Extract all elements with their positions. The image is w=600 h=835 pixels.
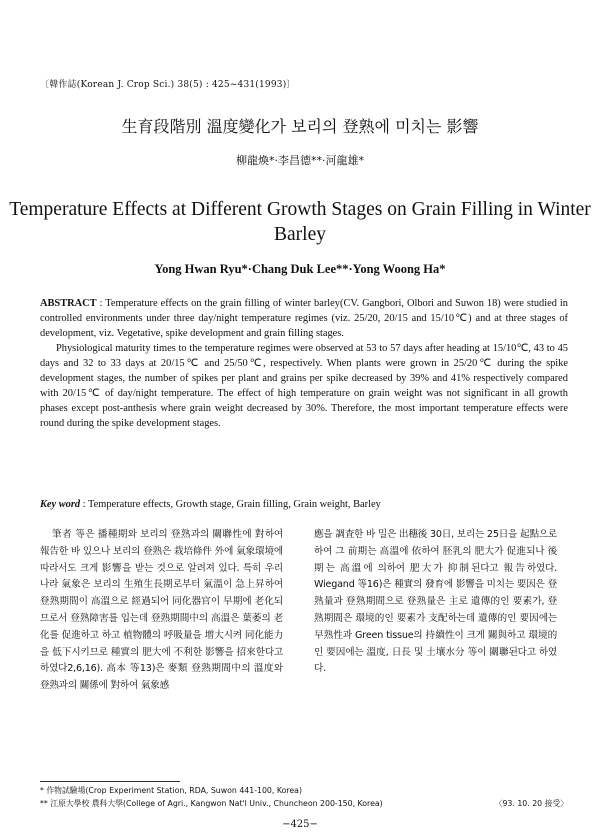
abstract-text-1: : Temperature effects on the grain filling of winter barley(CV. Gangbori, Olbori and Suwon 18) were studied in controlled environments under three day/night temperature regimes (viz. 25/20, 20/15 and 15/10℃) and at three stages of development, viz. Vegetative, spike development and grain filling stages.	[40, 298, 568, 339]
body-left-column: 筆者 等은 播種期와 보리의 登熟과의 關聯性에 對하여 報告한 바 있으나 보리의 登熟은 栽培條件 外에 氣象環境에 따라서도 크게 影響을 받는 것으로 알려져 있다. 특히 우리나라 氣象은 보리의 生殖生長期로부터 氣溫이 急上昇하여 登熟期間이 高溫으로 經過되어 同化器官이 早期에 老化되므로서 登熟障害를 입는데 登熟期間中의 高溫은 葉萎의 老化를 促進하고 하고 植物體의 呼吸量을 增大시켜 同化能力을 低下시키므로 種實의 肥大에 不利한 影響을 招來한다고 하였다2,6,16). 高本 等13)은 麥類 登熟期間中의 溫度와 登熟과의 關係에 對하여 氣象感	[40, 529, 283, 692]
abstract	[40, 296, 568, 431]
keywords-label: Key word	[40, 499, 81, 510]
footnote-1: * 作物試驗場(Crop Experiment Station, RDA, Suwon 441-100, Korea)	[40, 786, 302, 795]
abstract-para-1	[40, 296, 568, 341]
received-date: 〈93. 10. 20 接受〉	[494, 799, 568, 808]
english-title: Temperature Effects at Different Growth Stages on Grain Filling in Winter Barley	[9, 199, 591, 245]
english-authors: Yong Hwan Ryu*·Chang Duk Lee**·Yong Woong Ha*	[154, 262, 446, 276]
footnote-2: ** 江原大學校 農科大學(College of Agri., Kangwon Nat'l Univ., Chuncheon 200-150, Korea)	[40, 799, 383, 808]
body-right-column: 應을 調査한 바 밀은 出穗後 30日, 보리는 25日을 起點으로 하여 그 前期는 高溫에 依하여 胚乳의 肥大가 促進되나 後期는 高溫에 의하여 肥大가 抑制된다고 報告하였다. Wiegand 等16)은 種實의 發育에 影響을 미치는 要因은 登熟量과 登熟期間으로 登熟量은 主로 遺傳的인 要素가, 登熟期間은 環境的인 要素가 支配하는데 遺傳的인 要因에는 早熟性과 Green tissue의 持續性이 크게 關與하고 環境的인 要因에는 溫度, 日長 및 土壤水分 等이 關聯된다고 하였다.	[314, 529, 557, 675]
keywords-text: : Temperature effects, Growth stage, Grain filling, Grain weight, Barley	[80, 499, 381, 510]
abstract-label: ABSTRACT	[40, 298, 97, 309]
abstract-para-2: Physiological maturity times to the temperature regimes were observed at 53 to 57 days after heading at 15/10℃, 43 to 45 days and 32 to 33 days at 20/15℃ and 25/50℃, respectively. When plants were grown in 25/20℃ during the spike development stages, the number of spikes per plant and grains per spike decreased by 39% and 41% respectively compared with 20/15℃ of day/night temperature. The effect of high temperature on grain weight was not significant in all growth phases except post-anthesis where grain weight decreased by 30%. Therefore, the most important temperature effects were round during the spike development stages.	[40, 343, 568, 429]
korean-authors: 柳龍煥*·李昌德**·河龍雄*	[236, 154, 364, 167]
page-number: −425−	[282, 819, 318, 830]
keywords	[40, 499, 568, 510]
footnote-divider	[40, 781, 180, 782]
korean-title: 生育段階別 溫度變化가 보리의 登熟에 미치는 影響	[121, 117, 479, 136]
journal-citation: 〔韓作誌(Korean J. Crop Sci.) 38(5) : 425~431(1993)〕	[40, 80, 296, 90]
